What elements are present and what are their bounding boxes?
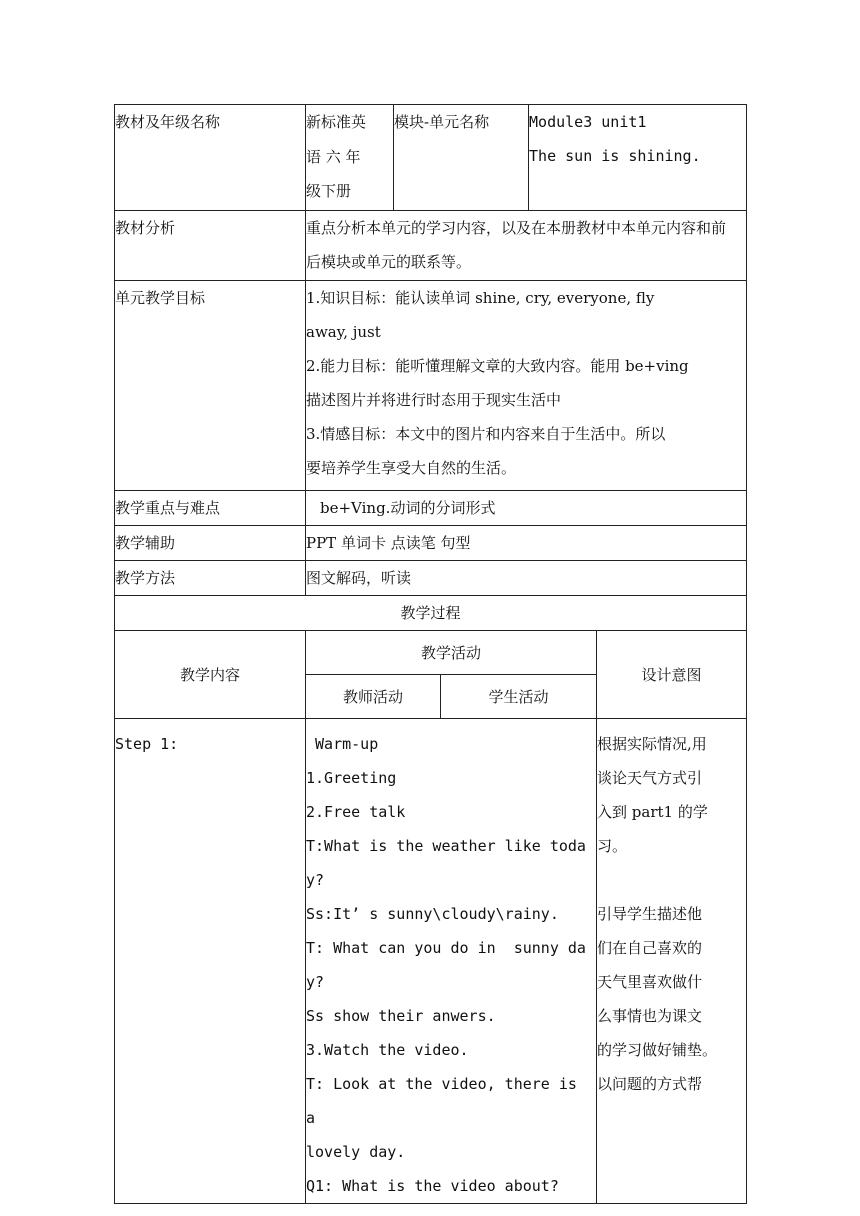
goal-line: 2.能力目标：能听懂理解文章的大致内容。能用 be+ving xyxy=(306,357,689,375)
textbook-line: 新标准英 xyxy=(306,113,367,131)
intent-line xyxy=(597,863,746,897)
textbook-grade-label: 教材及年级名称 xyxy=(115,105,306,211)
module-unit-name xyxy=(529,105,747,211)
col-teacher-header: 教师活动 xyxy=(306,675,441,719)
analysis-line: 重点分析本单元的学习内容，以及在本册教材中本单元内容和前 xyxy=(306,219,727,237)
analysis-line: 后模块或单元的联系等。 xyxy=(306,253,472,271)
textbook-name xyxy=(306,105,394,211)
activity-line: Ss show their anwers. xyxy=(306,1007,496,1025)
aids-label: 教学辅助 xyxy=(115,526,306,561)
intent-line: 天气里喜欢做什 xyxy=(597,973,703,991)
intent-line: 根据实际情况,用 xyxy=(597,735,707,753)
activity-line: T:What is the weather like today? xyxy=(306,837,586,889)
goal-line: 描述图片并将进行时态用于现实生活中 xyxy=(306,391,562,409)
focus-label: 教学重点与难点 xyxy=(115,491,306,526)
col-student-header: 学生活动 xyxy=(441,675,597,719)
textbook-line: 级下册 xyxy=(306,182,352,201)
analysis-row xyxy=(115,211,747,281)
method-row xyxy=(115,561,747,596)
col-intent-header: 设计意图 xyxy=(597,631,747,719)
activity-line: Q1: What is the video about? xyxy=(306,1177,559,1195)
activity-line: lovely day. xyxy=(306,1143,406,1161)
focus-value: be+Ving.动词的分词形式 xyxy=(306,491,747,526)
activity-line: Ss:It’ s sunny\cloudy\rainy. xyxy=(306,905,559,923)
method-label: 教学方法 xyxy=(115,561,306,596)
module-unit-label: 模块-单元名称 xyxy=(394,105,529,211)
intent-line: 么事情也为课文 xyxy=(597,1007,703,1025)
activity-line: 3.Watch the video. xyxy=(306,1041,469,1059)
header-row xyxy=(115,105,747,211)
step1-label: Step 1: xyxy=(115,719,306,1204)
step1-row xyxy=(115,719,747,1204)
intent-line: 的学习做好铺垫。 xyxy=(597,1041,718,1059)
aids-row xyxy=(115,526,747,561)
activity-line: Warm-up xyxy=(306,735,379,753)
aids-value: PPT 单词卡 点读笔 句型 xyxy=(306,526,747,561)
intent-line: 以问题的方式帮 xyxy=(597,1075,703,1093)
goal-line: 要培养学生享受大自然的生活。 xyxy=(306,459,517,477)
intent-line: 入到 part1 的学 xyxy=(597,803,708,821)
process-title: 教学过程 xyxy=(115,596,747,631)
process-header-row xyxy=(115,631,747,675)
analysis-label: 教材分析 xyxy=(115,211,306,281)
module-line: Module3 unit1 xyxy=(529,113,647,131)
activity-line: 2.Free talk xyxy=(306,803,406,821)
activity-line: 1.Greeting xyxy=(306,769,397,787)
step1-activity xyxy=(306,719,597,1204)
intent-line: 们在自己喜欢的 xyxy=(597,939,703,957)
process-title-row xyxy=(115,596,747,631)
col-content-header: 教学内容 xyxy=(115,631,306,719)
method-value: 图文解码，听读 xyxy=(306,561,747,596)
intent-line: 引导学生描述他 xyxy=(597,905,703,923)
goals-label: 单元教学目标 xyxy=(115,281,306,491)
module-line: The sun is shining. xyxy=(529,147,701,165)
col-activity-header: 教学活动 xyxy=(306,631,597,675)
goals-row xyxy=(115,281,747,491)
textbook-line: 语 六 年 xyxy=(306,147,361,166)
intent-line: 习。 xyxy=(597,837,628,855)
activity-line: T: What can you do in sunny day? xyxy=(306,939,586,991)
step1-intent xyxy=(597,719,747,1204)
analysis-content xyxy=(306,211,747,281)
goal-line: 3.情感目标：本文中的图片和内容来自于生活中。所以 xyxy=(306,425,666,443)
goals-content xyxy=(306,281,747,491)
lesson-plan-table xyxy=(114,104,747,1204)
goal-line: 1.知识目标：能认读单词 shine, cry, everyone, fly xyxy=(306,289,655,307)
goal-line: away, just xyxy=(306,323,381,341)
activity-line: T: Look at the video, there is a xyxy=(306,1075,586,1127)
focus-row xyxy=(115,491,747,526)
intent-line: 谈论天气方式引 xyxy=(597,769,703,787)
